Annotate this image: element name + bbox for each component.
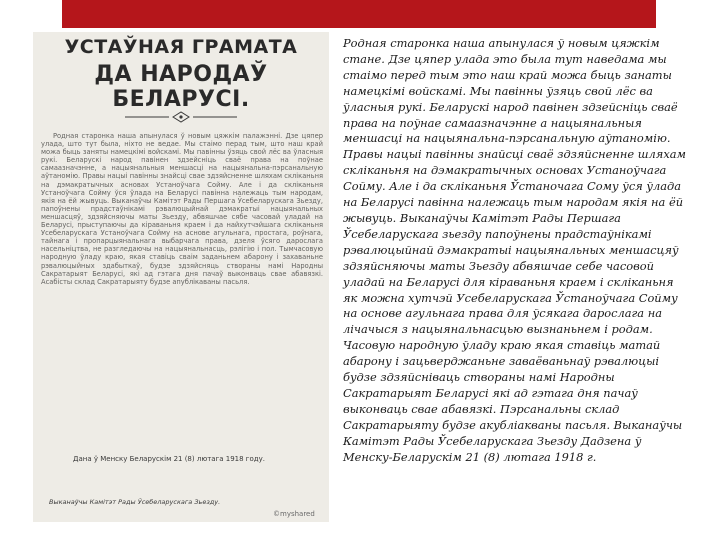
scan-date-line: Дана ў Менску Беларускім 21 (8) лютага 1918 году. [73, 455, 265, 463]
ornament-divider-icon [121, 111, 241, 123]
watermark: ©myshared [273, 510, 315, 518]
scan-body-text: Родная старонка наша апынулася ў новым цяжкім палажэнні. Дзе цяпер улада, што тут была, ніхто не ведае. Мы стаімо перад тым, што наш край можа быць заняты намецкімі войскамі. Мы павінны ўзяць свой лёс ва ўласныя рукі. Беларускі народ павінен здзейсніць сваё права на поўнае самаазначэнне, а нацыянальныя меншасці на нацыянальна-пэрсанальную аўтаномію. Правы нацыі павінны знайсці свае здзяйсненне шляхам скліканьня на дэмакратычных асновах Устаноўчага Сойму. Але і да скліканьня Устаноўчага Сойму ўся ўлада на Беларусі павінна належаць тым народам, якія на ёй жывуць. Выканаўчы Камітэт Рады Першага Ўсебеларускага Зьезду, папоўнены прадстаўнікамі рэвалюцыйнай дэмакратыі нацыянальных меншасцяў, здзяйсняючы маты Зьезду, абвяшчае сябе часовай уладай на Беларусі, прыступаючы да кіраваньня краем і да найхутчэйшага скліканьня Усебеларускага Устаноўчага Сойму на аснове агульнага, простага, роўнага, тайнага і пропарцыянальнага выбарчага права, дзеля ўсяго дарослага насельніцтва, не разгледаючы на нацыянальнасць, рэлігію і пол. Тымчасовую народную ўладу краю, якая ставіць сваім заданьнем абарону і захаваньне рэвалюцыйных здабыткаў, будзе здзяйсняць створаны намі Народны Сакратарыят Беларусі, які ад гэтага дня пачаў выконваць свае абавязкі. Асабісты склад Сакратарыяту будзе апублікаваны пасьля. [41, 132, 323, 286]
scanned-document-image [33, 32, 329, 522]
top-accent-bar [62, 0, 656, 28]
scan-title-line-1: УСТАЎНАЯ ГРАМАТА [64, 36, 298, 58]
transcription-text: Родная старонка наша апынулася ў новым цяжкім стане. Дзе цяпер улада это была тут наведама мы стаімо перед тым это наш край можа быць занаты намецкімі войскамі. Мы павінны ўзяць свой лёс ва ўласныя рукі. Беларускі народ павінен здзейсніць сваё права на поўнае самаазначэнне а нацыянальныя меншасці на нацыянальна-пэрсанальную аўтаномію. Правы нацыі павінны знайсці сваё здзяйсненне шляхам скліканьня на дэмакратычных основах Устаноўчага Сойму. Але і да скліканьня Ўстаночага Сому ўся ўлада на Беларусі павінна належаць тым народам якія на ёй жывуць. Выканаўчы Камітэт Рады Першага Ўсебеларускага зьезду папоўнены прадстаўнікамі рэвалюцыйнай дэмакратыі нацыянальных меншасцяў здзяйсняючы маты Зьезду абвяшчае себе часовой уладай на Беларусі для кіраваньня краем і скліканьня як можна хутчэй Усебеларускага Ўстаноўчага Сойму на основе агульнага права для ўсякага дарослага на лічачыся з нацыянальнасцью вызнаньнем і родам. Часовую народную ўладу краю якая ставіць матай абарону і зацьверджаньне заваёваньнаў рэвалюцыі будзе здзяйсніваць створаны намі Народны Сакратарыят Беларусі які ад гэтага дня пачаў выконваць свае абавязкі. Пэрсанальны склад Сакратарыяту будзе акубліакваны пасьля. Выканаўчы Камітэт Рады Ўсебеларускага Зьезду Дадзена ў Менску-Беларускім 21 (8) лютага 1918 г. [343, 36, 686, 464]
scan-title-line-2: ДА НАРОДАЎ БЕЛАРУСІ. [94, 62, 268, 112]
scan-signature-line: Выканаўчы Камітэт Рады Ўсебеларускага Зьезду. [49, 498, 221, 506]
